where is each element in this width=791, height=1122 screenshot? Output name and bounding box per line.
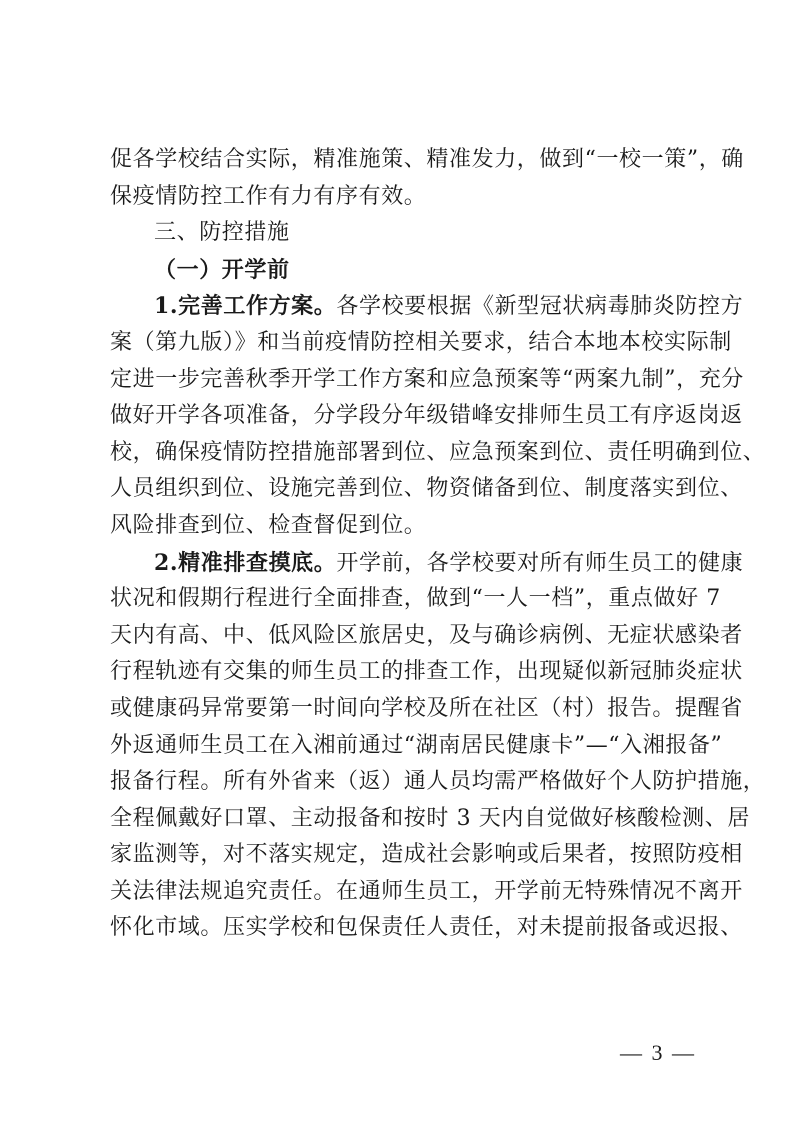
paragraph-line: 促各学校结合实际，精准施策、精准发力，做到“一校一策”，确	[110, 147, 744, 172]
paragraph-line: 定进一步完善秋季开学工作方案和应急预案等“两案九制”，充分	[110, 366, 744, 392]
paragraph-line: 或健康码异常要第一时间向学校及所在社区（村）报告。提醒省	[110, 695, 743, 721]
paragraph-line: 怀化市域。压实学校和包保责任人责任，对未提前报备或迟报、	[110, 915, 743, 941]
paragraph-line	[110, 288, 744, 325]
paragraph-line	[110, 545, 744, 582]
paragraph-line: 保疫情防控工作有力有序有效。	[110, 183, 427, 209]
paragraph-line: 校，确保疫情防控措施部署到位、应急预案到位、责任明确到位、	[110, 439, 766, 465]
paragraph-line: 案（第九版）》和当前疫情防控相关要求，结合本地本校实际制	[110, 329, 732, 355]
paragraph-line: 报备行程。所有外省来（返）通人员均需严格做好个人防护措施，	[110, 769, 766, 795]
paragraph-line: 外返通师生员工在入湘前通过“湖南居民健康卡”—“入湘报备”	[110, 732, 723, 758]
paragraph-line: 天内有高、中、低风险区旅居史，及与确诊病例、无症状感染者	[110, 622, 743, 648]
item-lead-heading: 1.完善工作方案。	[154, 293, 337, 320]
paragraph-line: 家监测等，对不落实规定，造成社会影响或后果者，按照防疫相	[110, 842, 743, 868]
paragraph-line: 风险排查到位、检查督促到位。	[110, 512, 427, 538]
item-text: 开学前，各学校要对所有师生员工的健康	[336, 550, 744, 576]
section-heading: 三、防控措施	[154, 220, 290, 246]
subsection-heading: （一）开学前	[154, 256, 290, 283]
item-lead-heading: 2.精准排查摸底。	[154, 549, 337, 576]
item-text: 各学校要根据《新型冠状病毒肺炎防控方	[336, 294, 744, 320]
paragraph-line: 人员组织到位、设施完善到位、物资储备到位、制度落实到位、	[110, 476, 743, 502]
body-text	[110, 142, 766, 947]
page-number: — 3 —	[620, 1040, 696, 1065]
paragraph-line: 做好开学各项准备，分学段分年级错峰安排师生员工有序返岗返	[110, 403, 743, 429]
paragraph-line: 状况和假期行程进行全面排查，做到“一人一档”，重点做好 7	[110, 586, 721, 612]
paragraph-line: 关法律法规追究责任。在通师生员工，开学前无特殊情况不离开	[110, 878, 743, 904]
paragraph-line: 全程佩戴好口罩、主动报备和按时 3 天内自觉做好核酸检测、居	[110, 805, 750, 831]
paragraph-line: 行程轨迹有交集的师生员工的排查工作，出现疑似新冠肺炎症状	[110, 659, 743, 685]
